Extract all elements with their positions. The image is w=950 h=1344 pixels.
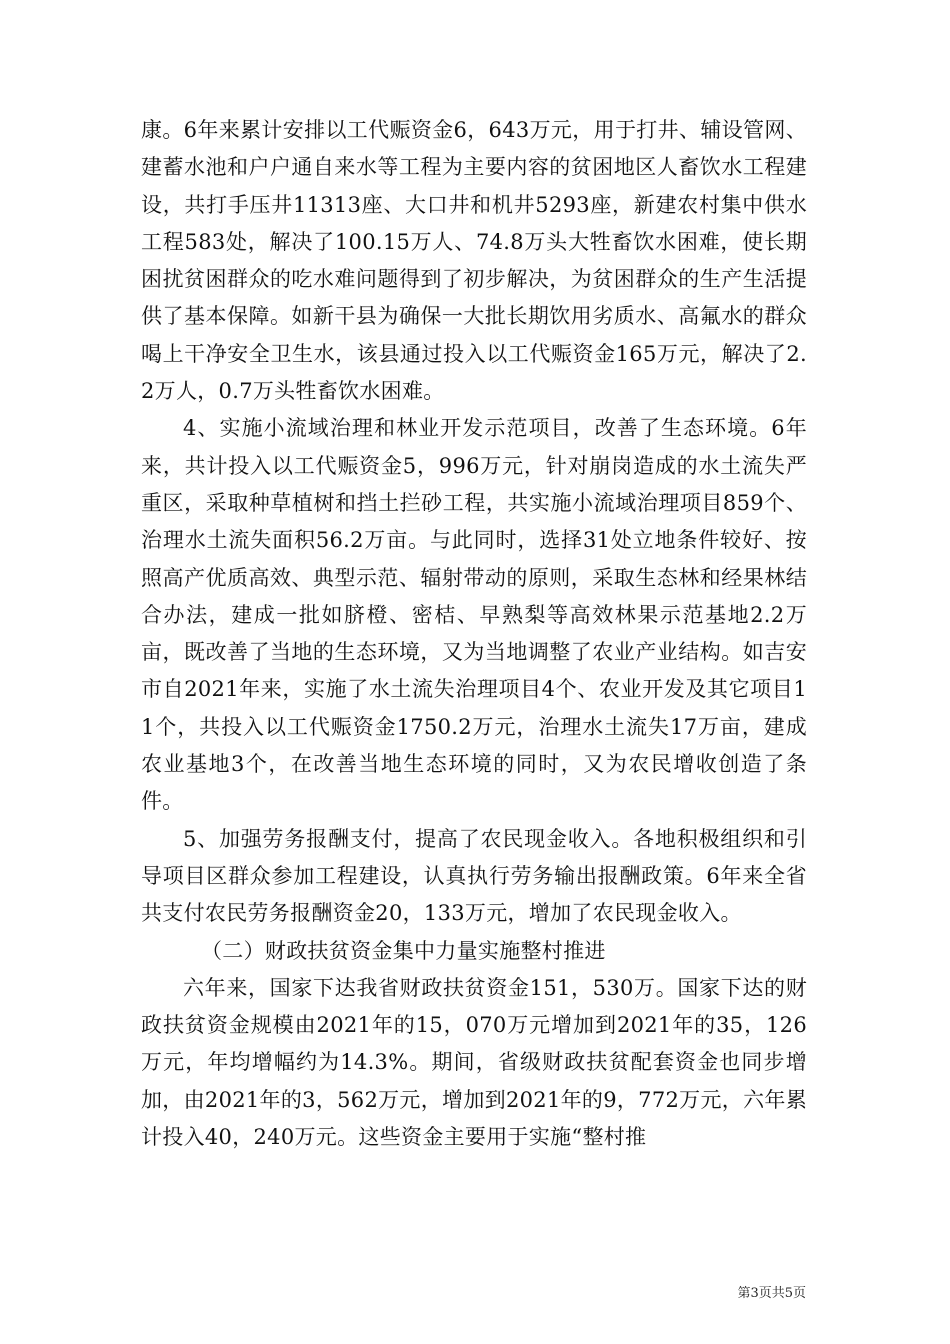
paragraph-poverty-funds: 六年来，国家下达我省财政扶贫资金151，530万。国家下达的财政扶贫资金规模由2021年的15，070万元增加到2021年的35，126万元，年均增幅约为14.3%。期间，省级财政扶贫配套资金也同步增加，由2021年的3，562万元，增加到2021年的9，772万元，六年累计投入40，240万元。这些资金主要用于实施“整村推 (141, 975, 807, 1150)
section-heading: （二）财政扶贫资金集中力量实施整村推进 (201, 938, 606, 963)
paragraph-labor-remuneration: 5、加强劳务报酬支付，提高了农民现金收入。各地积极组织和引导项目区群众参加工程建设，认真执行劳务输出报酬政策。6年来全省共支付农民劳务报酬资金20，133万元，增加了农民现金收入。 (141, 826, 807, 926)
paragraph-continuation: 康。6年来累计安排以工代赈资金6，643万元，用于打井、辅设管网、建蓄水池和户户通自来水等工程为主要内容的贫困地区人畜饮水工程建设，共打手压井11313座、大口井和机井5293座，新建农村集中供水工程583处，解决了100.15万人、74.8万头大牲畜饮水困难，使长期困扰贫困群众的吃水难问题得到了初步解决，为贫困群众的生产生活提供了基本保障。如新干县为确保一大批长期饮用劣质水、高氟水的群众喝上干净安全卫生水，该县通过投入以工代赈资金165万元，解决了2.2万人，0.7万头牲畜饮水困难。 (141, 118, 807, 404)
paragraph-watershed-forestry: 4、实施小流域治理和林业开发示范项目，改善了生态环境。6年来，共计投入以工代赈资金5，996万元，针对崩岗造成的水土流失严重区，采取种草植树和挡土拦砂工程，共实施小流域治理项目859个、治理水土流失面积56.2万亩。与此同时，选择31处立地条件较好、按照高产优质高效、典型示范、辐射带动的原则，采取生态林和经果林结合办法，建成一批如脐橙、密桔、早熟梨等高效林果示范基地2.2万亩，既改善了当地的生态环境，又为当地调整了农业产业结构。如吉安市自2021年来，实施了水土流失治理项目4个、农业开发及其它项目11个，共投入以工代赈资金1750.2万元，治理水土流失17万亩，建成农业基地3个，在改善当地生态环境的同时，又为农民增收创造了条件。 (141, 416, 807, 814)
document-body (141, 112, 807, 1156)
page-number: 第3页共5页 (737, 1286, 806, 1301)
